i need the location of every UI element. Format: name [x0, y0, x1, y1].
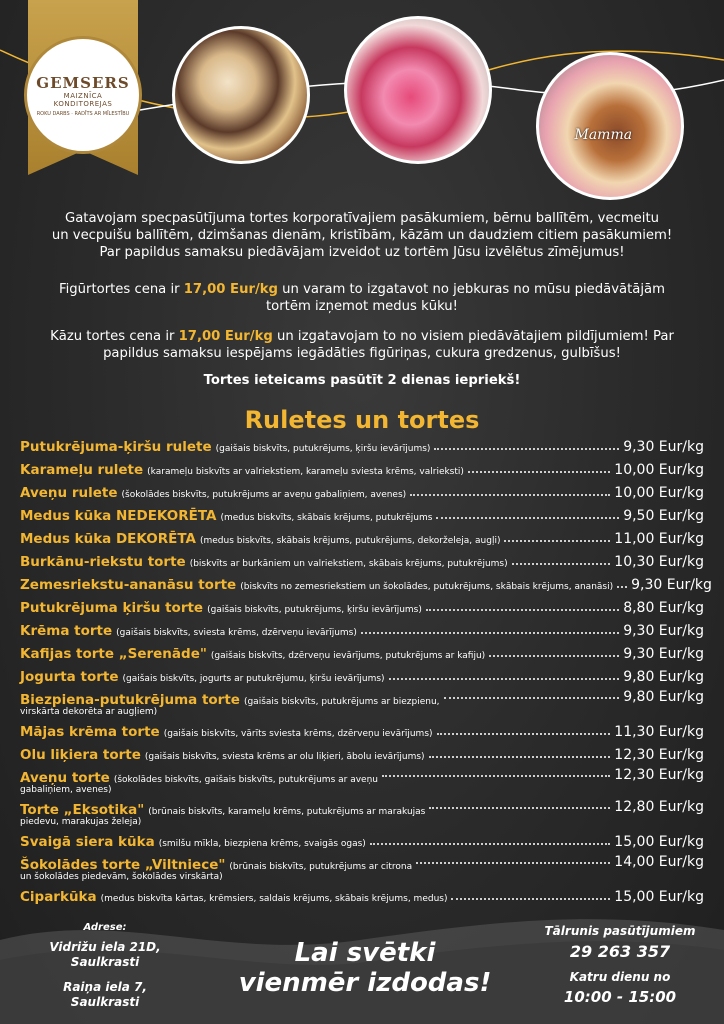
- intro-line: papildus samaksu iespējams iegādāties figūriņas, cukura gredzenus, gulbīšus!: [103, 346, 621, 361]
- menu-item-description: (gaišais biskvīts, sviesta krēms ar olu liķieri, ābolu ievārījums): [144, 752, 425, 762]
- menu-item: [20, 767, 704, 795]
- address-2: [40, 980, 170, 1010]
- section-title: Ruletes un tortes: [244, 406, 480, 434]
- menu-item-text: [20, 721, 433, 740]
- menu-item-name: Aveņu rulete: [20, 485, 118, 501]
- dot-leader: [617, 586, 627, 588]
- menu-item: [20, 597, 704, 616]
- menu-item-name: Ciparkūka: [20, 889, 97, 905]
- intro-paragraph-2: [40, 281, 684, 315]
- dot-leader: [370, 843, 610, 845]
- menu-item-description: (biskvīts no zemesriekstiem un šokolādes, putukrējums, skābais krējums, ananāsi): [240, 582, 614, 592]
- menu-item-name: Medus kūka NEDEKORĒTA: [20, 508, 217, 524]
- menu-item-name: Krēma torte: [20, 623, 113, 639]
- menu-item-price: 9,30 Eur/kg: [623, 623, 704, 639]
- cake-photo-number-8: [172, 26, 310, 164]
- menu-item-name: Olu liķiera torte: [20, 747, 141, 763]
- menu-item-price: 9,30 Eur/kg: [623, 439, 704, 455]
- intro-line: Par papildus samaksu piedāvājam izveidot uz tortēm Jūsu izvēlētus zīmējumus!: [99, 245, 625, 260]
- menu-item-price: 9,50 Eur/kg: [623, 508, 704, 524]
- menu-item-name: Putukrējuma ķiršu torte: [20, 600, 204, 616]
- menu-item-name: Torte „Eksotika": [20, 802, 145, 818]
- wedding-cake-price: 17,00 Eur/kg: [178, 329, 273, 344]
- menu-item-name: Burkānu-riekstu torte: [20, 554, 186, 570]
- phone-number[interactable]: 29 263 357: [569, 942, 671, 961]
- menu-item-text: [20, 597, 422, 616]
- menu-item-description: (brūnais biskvīts, putukrējums ar citrona: [229, 862, 413, 872]
- menu-item-text: [20, 505, 432, 524]
- menu-item-price: 15,00 Eur/kg: [614, 834, 704, 850]
- intro-paragraph-3: [40, 328, 684, 362]
- footer-slogan: [230, 938, 500, 998]
- dot-leader: [410, 494, 610, 496]
- menu-item-name: Aveņu torte: [20, 770, 110, 786]
- menu-item: [20, 831, 704, 850]
- hours-title: Katru dienu no: [569, 970, 671, 984]
- photo-caption: Mamma: [574, 127, 633, 144]
- intro-paragraph-1: [40, 210, 684, 261]
- menu-item-price: 11,00 Eur/kg: [614, 531, 704, 547]
- menu-item-text: [20, 799, 425, 827]
- menu-item-price: 8,80 Eur/kg: [623, 600, 704, 616]
- dot-leader: [382, 775, 610, 777]
- dot-leader: [444, 697, 620, 699]
- menu-item-description: (gaišais biskvīts, putukrējums ar biezpienu,: [243, 697, 440, 707]
- menu-item-description-cont: piedevu, marakujas želeja): [20, 817, 142, 827]
- bakery-logo: [24, 36, 142, 154]
- menu-item-text: [20, 528, 500, 547]
- menu-item-name: Kafijas torte „Serenāde": [20, 646, 207, 662]
- menu-item-text: [20, 831, 366, 850]
- cake-photo-cupcakes: [344, 16, 492, 164]
- cake-photo-eclairs: [536, 52, 684, 200]
- menu-item-text: [20, 767, 378, 795]
- menu-item-name: Putukrējuma-ķiršu rulete: [20, 439, 212, 455]
- menu-item: [20, 528, 704, 547]
- menu-item-description: (medus biskvīts, skābais krējums, putukrējums, dekorželeja, augļi): [199, 536, 501, 546]
- menu-item: [20, 854, 704, 882]
- logo-brand: GEMSERS: [36, 73, 130, 92]
- address-title: Adrese:: [83, 922, 127, 933]
- menu-item-text: [20, 551, 508, 570]
- menu-item-text: [20, 643, 485, 662]
- menu-item-text: [20, 459, 464, 478]
- menu-item-description: (šokolādes biskvīts, gaišais biskvīts, putukrējums ar aveņu: [113, 775, 378, 785]
- menu-item-description: (smilšu mīkla, biezpiena krēms, svaigās ogas): [158, 839, 366, 849]
- dot-leader: [468, 471, 610, 473]
- menu-item: [20, 482, 704, 501]
- menu-item-text: [20, 574, 613, 593]
- menu-item-description: (gaišais biskvīts, dzērveņu ievārījums, putukrējums ar kafiju): [210, 651, 486, 661]
- menu-item-price: 10,00 Eur/kg: [614, 462, 704, 478]
- menu-item: [20, 666, 704, 685]
- menu-item-price: 12,30 Eur/kg: [614, 767, 704, 783]
- intro-text: un izgatavojam to no visiem piedāvātajiem pildījumiem! Par: [272, 329, 674, 344]
- address-line: Vidrižu iela 21D,: [49, 940, 161, 954]
- dot-leader: [504, 540, 610, 542]
- dot-leader: [426, 609, 619, 611]
- menu-item: [20, 689, 704, 717]
- intro-line: Gatavojam specpasūtījuma tortes korporatīvajiem pasākumiem, bērnu ballītēm, vecmeitu: [65, 211, 659, 226]
- dot-leader: [434, 448, 619, 450]
- menu-item-price: 10,30 Eur/kg: [614, 554, 704, 570]
- menu-item-name: Svaigā siera kūka: [20, 834, 155, 850]
- logo-slogan: ROKU DARBS · RADĪTS AR MĪLESTĪBU: [36, 110, 130, 117]
- dot-leader: [512, 563, 611, 565]
- menu-item-text: [20, 854, 412, 882]
- address-1: [40, 940, 170, 970]
- dot-leader: [437, 733, 611, 735]
- menu-item-description: (gaišais biskvīts, sviesta krēms, dzērveņu ievārījums): [116, 628, 357, 638]
- menu-item-price: 10,00 Eur/kg: [614, 485, 704, 501]
- menu-item-name: Zemesriekstu-ananāsu torte: [20, 577, 237, 593]
- menu-item-description: (gaišais biskvīts, putukrējums, ķiršu ievārījums): [215, 444, 431, 454]
- menu-item-description: (gaišais biskvīts, jogurts ar putukrējumu, ķiršu ievārījums): [122, 674, 385, 684]
- menu-item-description: (gaišais biskvīts, vārīts sviesta krēms, dzērveņu ievārījums): [163, 729, 433, 739]
- figure-cake-price: 17,00 Eur/kg: [183, 282, 278, 297]
- menu-item-price: 12,80 Eur/kg: [614, 799, 704, 815]
- address-line: Saulkrasti: [70, 955, 140, 969]
- dot-leader: [429, 807, 610, 809]
- menu-item-price: 14,00 Eur/kg: [614, 854, 704, 870]
- menu-item-text: [20, 620, 357, 639]
- dot-leader: [436, 517, 619, 519]
- slogan-line: vienmēr izdodas!: [238, 968, 492, 998]
- menu-item: [20, 436, 704, 455]
- logo-sub-2: KONDITOREJAS: [53, 99, 113, 108]
- dot-leader: [361, 632, 619, 634]
- menu-item-text: [20, 482, 406, 501]
- menu-item-text: [20, 744, 425, 763]
- dot-leader: [489, 655, 619, 657]
- menu-item-description: (biskvīts ar burkāniem un valriekstiem, skābais krējums, putukrējums): [189, 559, 508, 569]
- slogan-line: Lai svētki: [294, 938, 436, 968]
- menu-item-name: Medus kūka DEKORĒTA: [20, 531, 196, 547]
- menu-item: [20, 620, 704, 639]
- menu-item: [20, 459, 704, 478]
- menu-item-name: Biezpiena-putukrējuma torte: [20, 692, 240, 708]
- menu-item-price: 9,80 Eur/kg: [623, 689, 704, 705]
- menu-item-name: Jogurta torte: [20, 669, 119, 685]
- intro-line: un vecpuišu ballītēm, dzimšanas dienām, kristībām, kāzām un daudziem citiem pasākumiem!: [51, 228, 673, 243]
- logo-sub-1: MAIZNĪCA: [63, 91, 103, 100]
- menu-item-description: (šokolādes biskvīts, putukrējums ar aveņu gabaliņiem, avenes): [121, 490, 407, 500]
- phone-title: Tālrunis pasūtījumiem: [544, 924, 696, 938]
- menu-item-description: (gaišais biskvīts, putukrējums, ķiršu ievārījums): [207, 605, 422, 615]
- address-line: Raiņa iela 7,: [63, 980, 147, 994]
- menu-item-text: [20, 666, 385, 685]
- menu-item-description: (karameļu biskvīts ar valriekstiem, karameļu sviesta krēms, valrieksti): [147, 467, 464, 477]
- menu-item: [20, 799, 704, 827]
- menu-item: [20, 574, 712, 593]
- menu-item-description-cont: gabaliņiem, avenes): [20, 785, 112, 795]
- intro-line: tortēm izņemot medus kūku!: [266, 299, 458, 314]
- menu-item-description: (medus biskvīta kārtas, krēmsiers, saldais krējums, skābais krējums, medus): [100, 894, 448, 904]
- price-list: [20, 436, 712, 909]
- menu-item-name: Mājas krēma torte: [20, 724, 160, 740]
- menu-item-price: 11,30 Eur/kg: [614, 724, 704, 740]
- menu-item-name: Šokolādes torte „Viltniece": [20, 857, 226, 873]
- address-line: Saulkrasti: [70, 995, 140, 1009]
- menu-item-name: Karameļu rulete: [20, 462, 144, 478]
- menu-item-price: 15,00 Eur/kg: [614, 889, 704, 905]
- intro-text: un varam to izgatavot no jebkuras no mūsu piedāvātājām: [277, 282, 665, 297]
- menu-item: [20, 721, 704, 740]
- dot-leader: [429, 756, 611, 758]
- opening-hours: 10:00 - 15:00: [563, 988, 677, 1006]
- menu-item-description-cont: un šokolādes piedevām, šokolādes virskārta): [20, 872, 223, 882]
- menu-item: [20, 551, 704, 570]
- menu-item-price: 9,80 Eur/kg: [623, 669, 704, 685]
- intro-text: Figūrtortes cena ir: [59, 282, 184, 297]
- menu-item-description: (medus biskvīts, skābais krējums, putukrējums: [220, 513, 433, 523]
- intro-text: Kāzu tortes cena ir: [50, 329, 179, 344]
- menu-item-text: [20, 436, 430, 455]
- menu-item: [20, 643, 704, 662]
- menu-item: [20, 744, 704, 763]
- menu-item: [20, 505, 704, 524]
- order-notice: Tortes ieteicams pasūtīt 2 dienas iepriekš!: [203, 373, 521, 388]
- menu-item-price: 12,30 Eur/kg: [614, 747, 704, 763]
- menu-item-text: [20, 689, 440, 717]
- menu-item-price: 9,30 Eur/kg: [623, 646, 704, 662]
- menu-item-price: 9,30 Eur/kg: [631, 577, 712, 593]
- menu-item-description-cont: virskārta dekorēta ar augļiem): [20, 707, 158, 717]
- dot-leader: [389, 678, 620, 680]
- menu-item-description: (brūnais biskvīts, karameļu krēms, putukrējums ar marakujas: [148, 807, 426, 817]
- dot-leader: [416, 862, 610, 864]
